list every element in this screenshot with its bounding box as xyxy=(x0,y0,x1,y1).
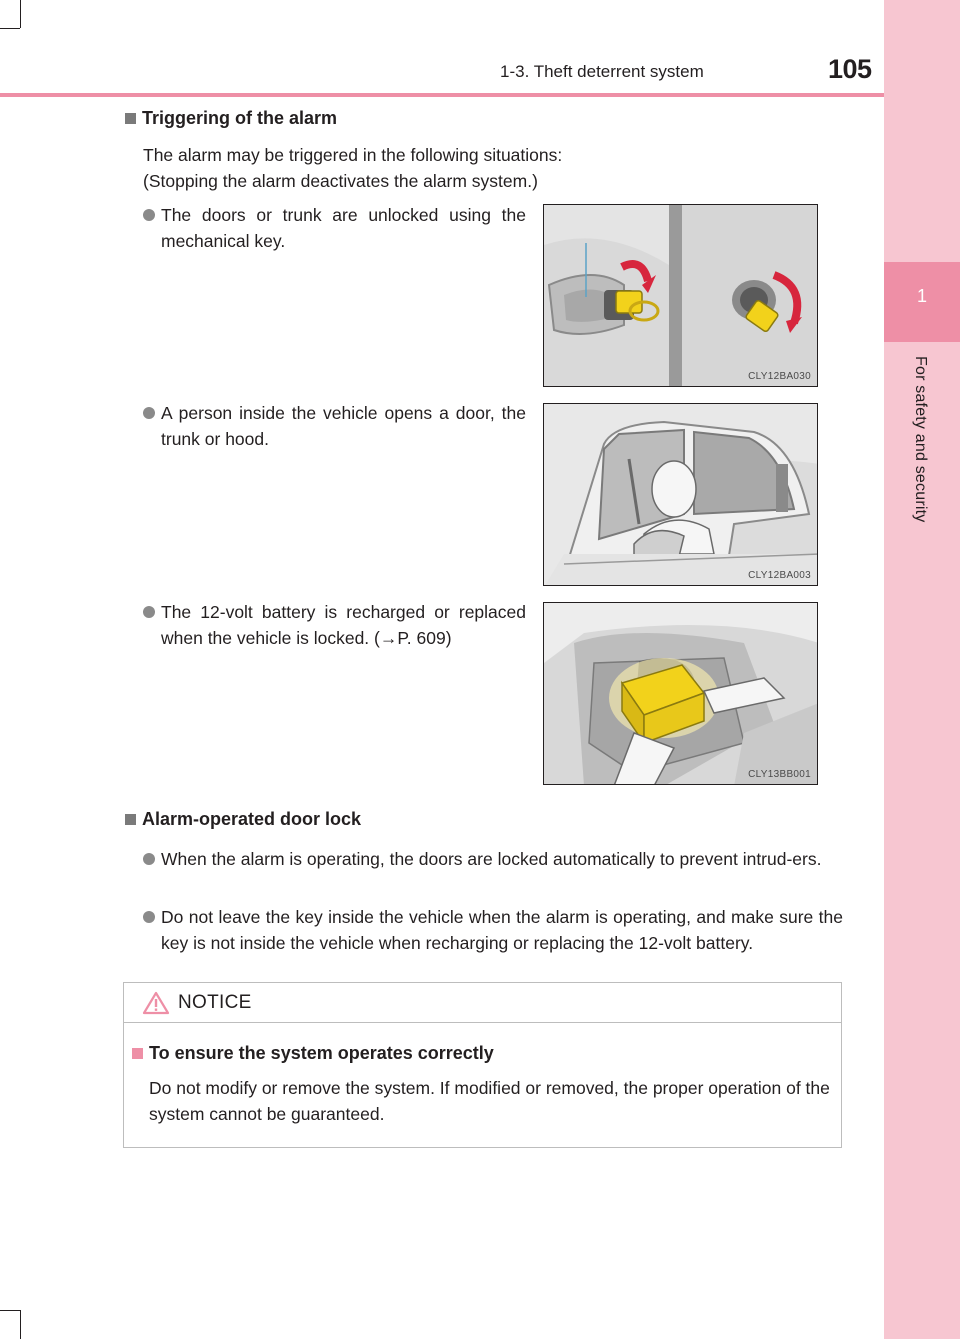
square-bullet-icon xyxy=(125,814,136,825)
bullet-dot-icon xyxy=(143,911,155,923)
list-item xyxy=(143,202,526,254)
triggering-heading-text: Triggering of the alarm xyxy=(142,108,338,128)
list-item xyxy=(143,400,526,452)
crop-mark xyxy=(20,0,21,28)
list-item-text: The 12-volt battery is recharged or replaced when the vehicle is locked. (→P. 609) xyxy=(161,602,526,648)
person-inside-illustration xyxy=(543,403,818,586)
square-bullet-icon xyxy=(125,113,136,124)
list-item xyxy=(143,599,526,651)
crop-mark xyxy=(0,28,20,29)
door-lock-heading-text: Alarm-operated door lock xyxy=(142,809,362,829)
figure-caption: CLY13BB001 xyxy=(748,769,811,780)
figure-caption: CLY12BA030 xyxy=(748,371,811,382)
list-item-text: A person inside the vehicle opens a door, the trunk or hood. xyxy=(161,403,526,449)
warning-triangle-icon xyxy=(142,991,170,1015)
chapter-title: For safety and security xyxy=(912,356,929,523)
mechanical-key-illustration xyxy=(543,204,818,387)
notice-heading xyxy=(132,1043,494,1064)
list-item xyxy=(143,846,843,872)
notice-title: NOTICE xyxy=(178,992,252,1013)
list-item-text: Do not leave the key inside the vehicle when the alarm is operating, and make sure the key is not inside the vehicle when recharging or replacing the 12-volt battery. xyxy=(161,907,843,953)
chapter-side-tab xyxy=(884,0,960,1339)
page-number: 105 xyxy=(828,54,872,84)
square-bullet-icon xyxy=(132,1048,143,1059)
list-item-text: When the alarm is operating, the doors are locked automatically to prevent intrud-ers. xyxy=(161,849,822,869)
list-item xyxy=(143,904,843,956)
crop-mark xyxy=(20,1310,21,1339)
notice-body: Do not modify or remove the system. If modified or removed, the proper operation of the system cannot be guaranteed. xyxy=(149,1078,830,1124)
battery-replacement-illustration xyxy=(543,602,818,785)
header-rule xyxy=(0,93,884,97)
bullet-dot-icon xyxy=(143,407,155,419)
notice-heading-text: To ensure the system operates correctly xyxy=(149,1043,494,1063)
notice-box xyxy=(123,982,842,1148)
bullet-dot-icon xyxy=(143,853,155,865)
triggering-intro-line1: The alarm may be triggered in the following situations: xyxy=(143,145,563,165)
bullet-dot-icon xyxy=(143,209,155,221)
notice-title-bar xyxy=(124,983,841,1023)
door-lock-heading xyxy=(125,809,361,830)
triggering-heading xyxy=(125,108,337,129)
chapter-number: 1 xyxy=(916,286,927,306)
bullet-dot-icon xyxy=(143,606,155,618)
figure-caption: CLY12BA003 xyxy=(748,570,811,581)
list-item-text: The doors or trunk are unlocked using the mechanical key. xyxy=(161,205,526,251)
section-title: 1-3. Theft deterrent system xyxy=(500,62,704,81)
crop-mark xyxy=(0,1310,20,1311)
triggering-intro-line2: (Stopping the alarm deactivates the alarm system.) xyxy=(143,171,538,191)
